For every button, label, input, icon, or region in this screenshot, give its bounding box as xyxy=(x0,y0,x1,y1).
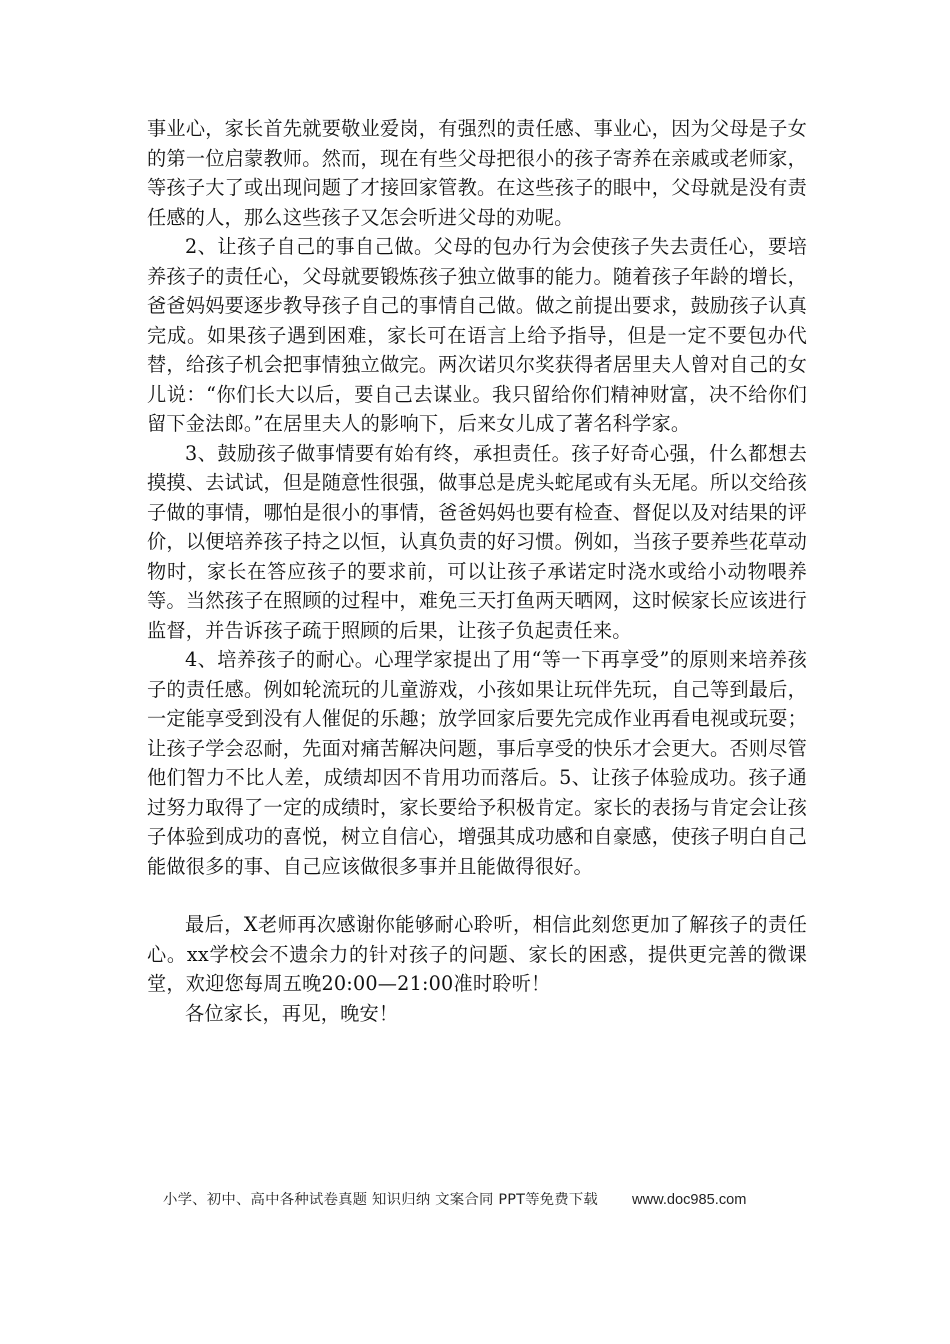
paragraph-point-2: 2、让孩子自己的事自己做。父母的包办行为会使孩子失去责任心，要培养孩子的责任心，父母就要锻炼孩子独立做事的能力。随着孩子年龄的增长，爸爸妈妈要逐步教导孩子自己的事情自己做。做之前提出要求，鼓励孩子认真完成。如果孩子遇到困难，家长可在语言上给予指导，但是一定不要包办代替，给孩子机会把事情独立做完。两次诺贝尔奖获得者居里夫人曾对自己的女儿说：“你们长大以后，要自己去谋业。我只留给你们精神财富，决不给你们留下金法郎。”在居里夫人的影响下，后来女儿成了著名科学家。 xyxy=(147,235,807,435)
paragraph-point-4: 4、培养孩子的耐心。心理学家提出了用“等一下再享受”的原则来培养孩子的责任感。例如轮流玩的儿童游戏，小孩如果让玩伴先玩，自己等到最后，一定能享受到没有人催促的乐趣；放学回家后要先完成作业再看电视或玩耍；让孩子学会忍耐，先面对痛苦解决问题，事后享受的快乐才会更大。否则尽管他们智力不比人差，成绩却因不肯用功而落后。5、让孩子体验成功。孩子通过努力取得了一定的成绩时，家长要给予积极肯定。家长的表扬与肯定会让孩子体验到成功的喜悦，树立自信心，增强其成功感和自豪感，使孩子明白自己能做很多的事、自己应该做很多事并且能做得很好。 xyxy=(147,648,807,878)
paragraph-spacer xyxy=(147,881,807,910)
paragraph-farewell: 各位家长，再见，晚安！ xyxy=(185,1001,399,1025)
page-footer xyxy=(163,1190,803,1210)
paragraph-continuation: 事业心，家长首先就要敬业爱岗，有强烈的责任感、事业心，因为父母是子女的第一位启蒙教师。然而，现在有些父母把很小的孩子寄养在亲戚或老师家，等孩子大了或出现问题了才接回家管教。在这些孩子的眼中，父母就是没有责任感的人，那么这些孩子又怎会听进父母的劝呢。 xyxy=(147,117,807,229)
paragraph-point-3: 3、鼓励孩子做事情要有始有终，承担责任。孩子好奇心强，什么都想去摸摸、去试试，但是随意性很强，做事总是虎头蛇尾或有头无尾。所以交给孩子做的事情，哪怕是很小的事情，爸爸妈妈也要有检查、督促以及对结果的评价，以便培养孩子持之以恒，认真负责的好习惯。例如，当孩子要养些花草动物时，家长在答应孩子的要求前，可以让孩子承诺定时浇水或给小动物喂养等。当然孩子在照顾的过程中，难免三天打鱼两天晒网，这时候家长应该进行监督，并告诉孩子疏于照顾的后果，让孩子负起责任来。 xyxy=(147,441,807,642)
footer-url: www.doc985.com xyxy=(632,1192,747,1208)
document-body xyxy=(147,114,807,1028)
paragraph-closing: 最后，X老师再次感谢你能够耐心聆听，相信此刻您更加了解孩子的责任心。xx学校会不遗余力的针对孩子的问题、家长的困惑，提供更完善的微课堂，欢迎您每周五晚20:00—21:00准时聆听！ xyxy=(147,913,807,995)
footer-text: 小学、初中、高中各种试卷真题 知识归纳 文案合同 PPT等免费下载 xyxy=(163,1192,599,1208)
